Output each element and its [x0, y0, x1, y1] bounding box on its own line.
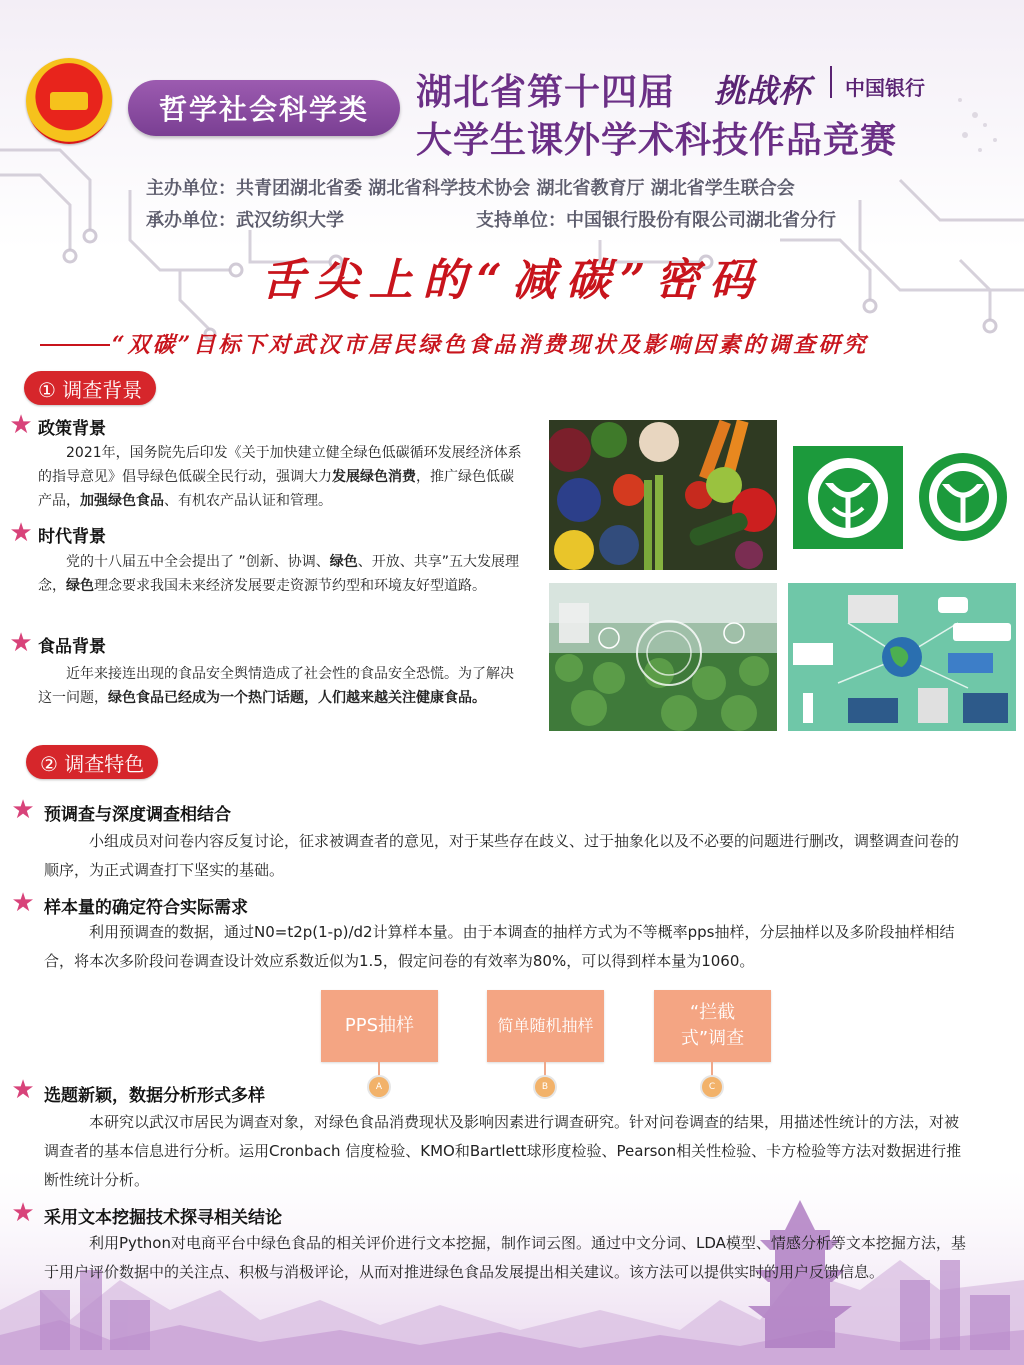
star-icon: ★ — [9, 410, 33, 440]
era-text-2: 、开放、共享”五大发展理念， — [38, 554, 519, 594]
green-food-logo-round — [916, 446, 1010, 549]
challenge-cup-logo: 挑战杯 — [714, 72, 811, 110]
support-value: 中国银行股份有限公司湖北省分行 — [566, 210, 836, 231]
green-food-logo-square — [793, 446, 903, 549]
section-survey-features: ② 调查特色 — [26, 745, 158, 779]
smart-greenhouse-photo — [549, 583, 777, 731]
organizers-value: 共青团湖北省委 湖北省科学技术协会 湖北省教育厅 湖北省学生联合会 — [236, 178, 795, 199]
youth-league-emblem — [26, 58, 112, 144]
feature3-paragraph: 本研究以武汉市居民为调查对象，对绿色食品消费现状及影响因素进行调查研究。针对问卷调查的结果，用描述性统计的方法，对被调查者的基本信息进行分析。运用Cronbach 信度检验、KMO和Bartlett球形度检验、Pearson相关性检验、卡方检验等方法对数据进行推断性统计分析。 — [44, 1113, 962, 1189]
section-survey-background: ① 调查背景 — [24, 371, 156, 405]
feature3-heading: 选题新颖，数据分析形式多样 — [44, 1086, 265, 1106]
star-icon: ★ — [11, 888, 35, 918]
method-box-pps: PPS抽样 — [321, 990, 438, 1062]
food-heading: 食品背景 — [38, 637, 106, 657]
era-heading: 时代背景 — [38, 527, 106, 547]
feature2-heading: 样本量的确定符合实际需求 — [44, 898, 248, 918]
vegetables-photo — [549, 420, 777, 570]
support-line — [476, 206, 836, 232]
bank-of-china-logo: 中国银行 — [845, 76, 925, 100]
star-icon: ★ — [11, 1198, 35, 1228]
food-paragraph — [38, 662, 524, 710]
star-icon: ★ — [9, 628, 33, 658]
feature1-heading: 预调查与深度调查相结合 — [44, 805, 231, 825]
category-badge: 哲学社会科学类 — [128, 80, 400, 136]
emblem-banner — [50, 92, 88, 110]
organizers-label: 主办单位： — [146, 178, 236, 199]
era-bold-1: 绿色 — [329, 554, 358, 570]
method-marker-b: B — [533, 1075, 557, 1099]
feature4-paragraph: 利用Python对电商平台中绿色食品的相关评价进行文本挖掘，制作词云图。通过中文分词、LDA模型、情感分析等文本挖掘方法，基于用户评价数据中的关注点、积极与消极评论，从而对推进绿色食品发展提出相关建议。该方法可以提供实时的用户反馈信息。 — [44, 1234, 966, 1281]
policy-text-3: 、有机农产品认证和管理。 — [164, 493, 332, 509]
method-stem — [711, 1062, 713, 1076]
subtitle-dash — [40, 344, 110, 346]
method-box-random: 简单随机抽样 — [487, 990, 604, 1062]
policy-bold-2: 加强绿色食品 — [80, 493, 164, 509]
host-label: 承办单位： — [146, 210, 236, 231]
low-carbon-city-illustration — [788, 583, 1016, 731]
subtitle: “双碳”目标下对武汉市居民绿色食品消费现状及影响因素的调查研究 — [112, 332, 869, 358]
green-food-icon — [803, 453, 893, 543]
method-box-intercept: “拦截式”调查 — [654, 990, 771, 1062]
era-text-1: 党的十八届五中全会提出了 ”创新、协调、 — [66, 554, 330, 570]
policy-text-1: 2021年，国务院先后印发《关于加快建立健全绿色低碳循环发展经济体系的指导意见》倡导绿色低碳全民行动，强调大力 — [38, 445, 522, 485]
method-stem — [544, 1062, 546, 1076]
star-icon: ★ — [11, 795, 35, 825]
method-marker-c: C — [700, 1075, 724, 1099]
method-stem — [378, 1062, 380, 1076]
competition-title-line2: 大学生课外学术科技作品竞赛 — [416, 120, 898, 161]
policy-text-2: ，推广绿色低碳产品， — [38, 469, 514, 509]
host-value: 武汉纺织大学 — [236, 210, 344, 231]
era-paragraph — [38, 550, 524, 598]
feature4-heading: 采用文本挖掘技术探寻相关结论 — [44, 1208, 282, 1228]
era-bold-2: 绿色 — [66, 578, 94, 594]
policy-paragraph — [38, 441, 524, 513]
organizers-line — [146, 174, 795, 200]
era-text-3: 理念要求我国未来经济发展要走资源节约型和环境友好型道路。 — [94, 578, 486, 594]
competition-title-line1: 湖北省第十四届 — [416, 72, 676, 113]
feature1-paragraph: 小组成员对问卷内容反复讨论，征求被调查者的意见，对于某些存在歧义、过于抽象化以及不必要的问题进行删改，调整调查问卷的顺序，为正式调查打下坚实的基础。 — [44, 832, 960, 879]
policy-heading: 政策背景 — [38, 419, 106, 439]
logo-divider — [830, 66, 832, 98]
method-marker-a: A — [367, 1075, 391, 1099]
support-label: 支持单位： — [476, 210, 566, 231]
host-line — [146, 206, 344, 232]
policy-bold-1: 发展绿色消费 — [332, 469, 416, 485]
star-icon: ★ — [9, 518, 33, 548]
feature2-paragraph: 利用预调查的数据，通过N0=t2p(1-p)/d2计算样本量。由于本调查的抽样方式为不等概率pps抽样，分层抽样以及多阶段抽样相结合，将本次多阶段问卷调查设计效应系数近似为1.5，假定问卷的有效率为80%，可以得到样本量为1060。 — [44, 923, 955, 970]
star-icon: ★ — [11, 1075, 35, 1105]
food-bold-1: 绿色食品已经成为一个热门话题，人们越来越关注健康食品。 — [108, 690, 486, 706]
food-text-1: 近年来接连出现的食品安全舆情造成了社会性的食品安全恐慌。为了解决这一问题， — [38, 666, 514, 706]
main-title: 舌尖上的“减碳”密码 — [260, 255, 764, 306]
